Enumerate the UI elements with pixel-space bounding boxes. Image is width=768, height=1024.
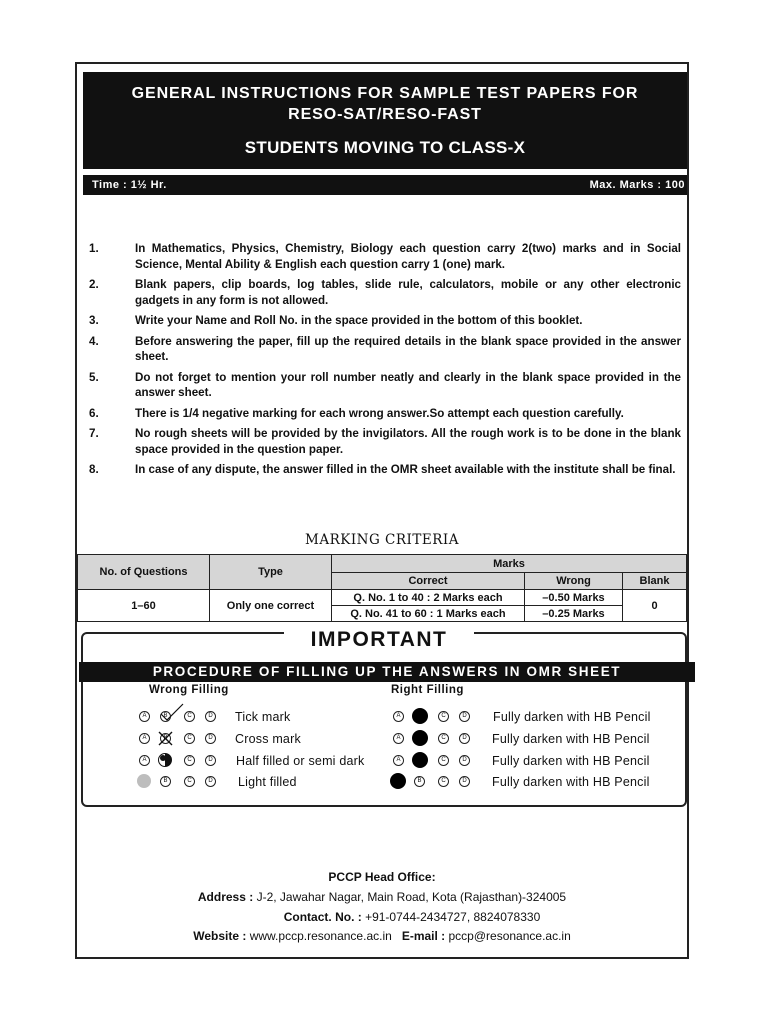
contact-line [137, 910, 687, 924]
cell-correct-1: Q. No. 1 to 40 : 2 Marks each [332, 590, 525, 606]
bubble-c: C [184, 755, 195, 766]
header-subtitle: STUDENTS MOVING TO CLASS-X [244, 138, 526, 157]
address-line [77, 890, 687, 904]
instructions-list [89, 241, 681, 483]
cell-question-range: 1–60 [78, 590, 210, 622]
filled-bubble-icon [412, 730, 428, 746]
cross-mark-icon [157, 730, 174, 747]
instruction-number: 6. [89, 406, 99, 420]
bubble-b: B [160, 776, 171, 787]
bubble-d: D [205, 776, 216, 787]
instruction-text: There is 1/4 negative marking for each wrong answer.So attempt each question carefully. [135, 406, 624, 420]
wrong-filling-heading: Wrong Filling [149, 684, 229, 696]
cell-type: Only one correct [210, 590, 332, 622]
header-type: Type [210, 555, 332, 590]
instruction-text: No rough sheets will be provided by the invigilators. All the rough work is to be done in the blank space provided in the question paper. [135, 427, 681, 456]
wrong-row-light [139, 773, 359, 791]
office-label: PCCP Head Office: [328, 870, 436, 884]
address-value: J-2, Jawahar Nagar, Main Road, Kota (Rajasthan)-324005 [256, 890, 567, 904]
bubble-a: A [393, 733, 404, 744]
bubble-a: A [139, 711, 150, 722]
instruction-number: 3. [89, 314, 99, 327]
instruction-item [89, 241, 681, 272]
wrong-row-cross [139, 730, 359, 748]
instruction-item [89, 426, 681, 457]
right-row-2 [393, 730, 673, 748]
bubble-c: C [184, 776, 195, 787]
bubble-c: C [438, 755, 449, 766]
bubble-b: B [160, 711, 171, 722]
bubble-c: C [438, 776, 449, 787]
instruction-item [89, 313, 681, 329]
email-label: E-mail : [401, 929, 446, 943]
header-marks: Marks [332, 555, 687, 573]
bubble-c: C [184, 711, 195, 722]
instruction-item [89, 277, 681, 308]
filled-bubble-icon [412, 752, 428, 768]
marking-criteria-title: MARKING CRITERIA [305, 532, 459, 548]
header-line-2: RESO-SAT/RESO-FAST [288, 106, 482, 123]
instruction-number: 4. [89, 334, 99, 348]
cell-blank: 0 [623, 590, 687, 622]
instruction-number: 2. [89, 278, 99, 291]
important-title: IMPORTANT [284, 627, 474, 653]
bubble-c: C [184, 733, 195, 744]
tick-mark-icon [159, 702, 185, 722]
bubble-c: C [438, 733, 449, 744]
bubble-d: D [459, 733, 470, 744]
instruction-item [89, 462, 681, 478]
bubble-d: D [459, 776, 470, 787]
right-label: Fully darken with HB Pencil [492, 775, 650, 789]
instruction-text: In case of any dispute, the answer filled in the OMR sheet available with the institute shall be final. [135, 463, 676, 476]
header-correct: Correct [332, 573, 525, 590]
bubble-d: D [459, 711, 470, 722]
cell-wrong-1: –0.50 Marks [525, 590, 623, 606]
max-marks-label: Max. Marks : 100 [589, 179, 685, 191]
instruction-item [89, 406, 681, 422]
header-banner [83, 72, 687, 169]
instruction-number: 8. [89, 463, 99, 476]
bubble-a: A [393, 755, 404, 766]
time-label: Time : 1½ Hr. [92, 179, 167, 191]
contact-value: +91-0744-2434727, 8824078330 [365, 910, 541, 924]
address-label: Address : [197, 890, 254, 904]
instruction-sheet [75, 62, 689, 959]
header-line-1: GENERAL INSTRUCTIONS FOR SAMPLE TEST PAPERS FOR [131, 85, 639, 102]
filled-bubble-icon [390, 773, 406, 789]
cell-wrong-2: –0.25 Marks [525, 606, 623, 622]
instruction-text: In Mathematics, Physics, Chemistry, Biology each question carry 2(two) marks and in Social Science, Mental Ability & English each question carry 1 (one) mark. [135, 242, 681, 271]
marking-criteria-table [77, 554, 687, 622]
website-link[interactable]: www.pccp.resonance.ac.in [249, 929, 392, 943]
web-email-line [77, 929, 687, 943]
right-row-4 [393, 773, 673, 791]
wrong-label-cross: Cross mark [235, 732, 301, 746]
bubble-a: A [139, 733, 150, 744]
wrong-label-light: Light filled [238, 775, 297, 789]
right-label: Fully darken with HB Pencil [492, 732, 650, 746]
office-heading [77, 870, 687, 884]
instruction-number: 7. [89, 427, 99, 440]
instruction-text: Blank papers, clip boards, log tables, slide rule, calculators, mobile or any other electronic gadgets in any form is not allowed. [135, 278, 681, 307]
bubble-d: D [205, 755, 216, 766]
bubble-b: B [414, 776, 425, 787]
header-blank: Blank [623, 573, 687, 590]
wrong-row-tick [139, 708, 359, 726]
right-label: Fully darken with HB Pencil [492, 754, 650, 768]
instruction-text: Write your Name and Roll No. in the space provided in the bottom of this booklet. [135, 314, 583, 327]
instruction-number: 5. [89, 370, 99, 384]
instruction-text: Do not forget to mention your roll number neatly and clearly in the blank space provided in the answer sheet. [135, 370, 681, 399]
right-row-3 [393, 752, 673, 770]
bubble-d: D [205, 711, 216, 722]
right-label: Fully darken with HB Pencil [493, 710, 651, 724]
header-title [83, 83, 687, 125]
instruction-item [89, 334, 681, 365]
time-marks-bar [83, 175, 687, 195]
instruction-number: 1. [89, 242, 99, 255]
contact-label: Contact. No. : [283, 910, 362, 924]
header-wrong: Wrong [525, 573, 623, 590]
wrong-row-half [139, 752, 379, 770]
instruction-text: Before answering the paper, fill up the required details in the blank space provided in the answer sheet. [135, 334, 681, 363]
wrong-label-half: Half filled or semi dark [236, 754, 365, 768]
right-filling-heading: Right Filling [391, 684, 464, 696]
header-questions: No. of Questions [78, 555, 210, 590]
wrong-label-tick: Tick mark [235, 710, 291, 724]
bubble-c: C [438, 711, 449, 722]
instruction-item [89, 370, 681, 401]
cell-correct-2: Q. No. 41 to 60 : 1 Marks each [332, 606, 525, 622]
bubble-a: A [393, 711, 404, 722]
bubble-d: D [459, 755, 470, 766]
website-label: Website : [193, 929, 247, 943]
procedure-bar: PROCEDURE OF FILLING UP THE ANSWERS IN OMR SHEET [79, 662, 695, 682]
half-filled-bubble-icon [157, 752, 173, 768]
right-row-1 [393, 708, 673, 726]
bubble-a: A [139, 755, 150, 766]
email-link[interactable]: pccp@resonance.ac.in [448, 929, 571, 943]
light-filled-bubble-icon [137, 774, 151, 788]
bubble-d: D [205, 733, 216, 744]
filled-bubble-icon [412, 708, 428, 724]
